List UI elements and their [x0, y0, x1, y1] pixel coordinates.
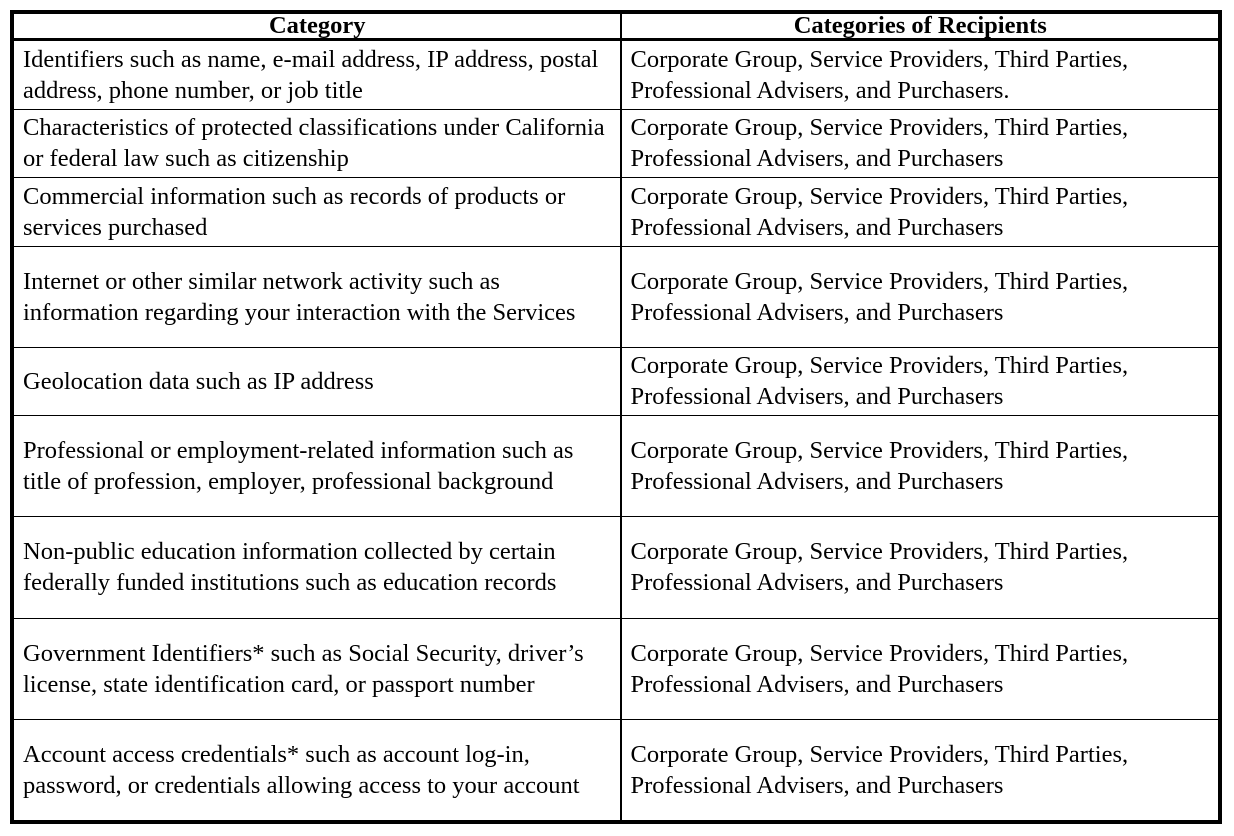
recipients-cell: Corporate Group, Service Providers, Third Parties, Professional Advisers, and Purchasers [621, 347, 1219, 416]
table-row [14, 40, 1219, 110]
category-cell: Characteristics of protected classifications under California or federal law such as citizenship [14, 109, 621, 178]
table-row [14, 178, 1219, 247]
recipients-column-header: Categories of Recipients [621, 14, 1219, 40]
table-row [14, 517, 1219, 618]
table-row [14, 246, 1219, 347]
category-cell: Identifiers such as name, e-mail address, IP address, postal address, phone number, or job title [14, 40, 621, 110]
recipients-cell: Corporate Group, Service Providers, Third Parties, Professional Advisers, and Purchasers [621, 517, 1219, 618]
recipients-cell: Corporate Group, Service Providers, Third Parties, Professional Advisers, and Purchasers [621, 719, 1219, 820]
recipients-table [13, 13, 1219, 821]
category-cell: Non-public education information collected by certain federally funded institutions such as education records [14, 517, 621, 618]
table-row [14, 347, 1219, 416]
recipients-cell: Corporate Group, Service Providers, Third Parties, Professional Advisers, and Purchasers [621, 416, 1219, 517]
header-row [14, 14, 1219, 40]
table-row [14, 416, 1219, 517]
recipients-table-frame [10, 10, 1222, 824]
recipients-cell: Corporate Group, Service Providers, Third Parties, Professional Advisers, and Purchasers [621, 178, 1219, 247]
recipients-cell: Corporate Group, Service Providers, Third Parties, Professional Advisers, and Purchasers [621, 109, 1219, 178]
category-cell: Commercial information such as records of products or services purchased [14, 178, 621, 247]
category-cell: Account access credentials* such as account log-in, password, or credentials allowing access to your account [14, 719, 621, 820]
category-cell: Professional or employment-related information such as title of profession, employer, professional background [14, 416, 621, 517]
recipients-cell: Corporate Group, Service Providers, Third Parties, Professional Advisers, and Purchasers [621, 618, 1219, 719]
table-row [14, 109, 1219, 178]
category-cell: Geolocation data such as IP address [14, 347, 621, 416]
category-column-header: Category [14, 14, 621, 40]
recipients-cell: Corporate Group, Service Providers, Third Parties, Professional Advisers, and Purchasers. [621, 40, 1219, 110]
category-cell: Government Identifiers* such as Social Security, driver’s license, state identification card, or passport number [14, 618, 621, 719]
table-row [14, 719, 1219, 820]
recipients-cell: Corporate Group, Service Providers, Third Parties, Professional Advisers, and Purchasers [621, 246, 1219, 347]
table-row [14, 618, 1219, 719]
category-cell: Internet or other similar network activity such as information regarding your interaction with the Services [14, 246, 621, 347]
